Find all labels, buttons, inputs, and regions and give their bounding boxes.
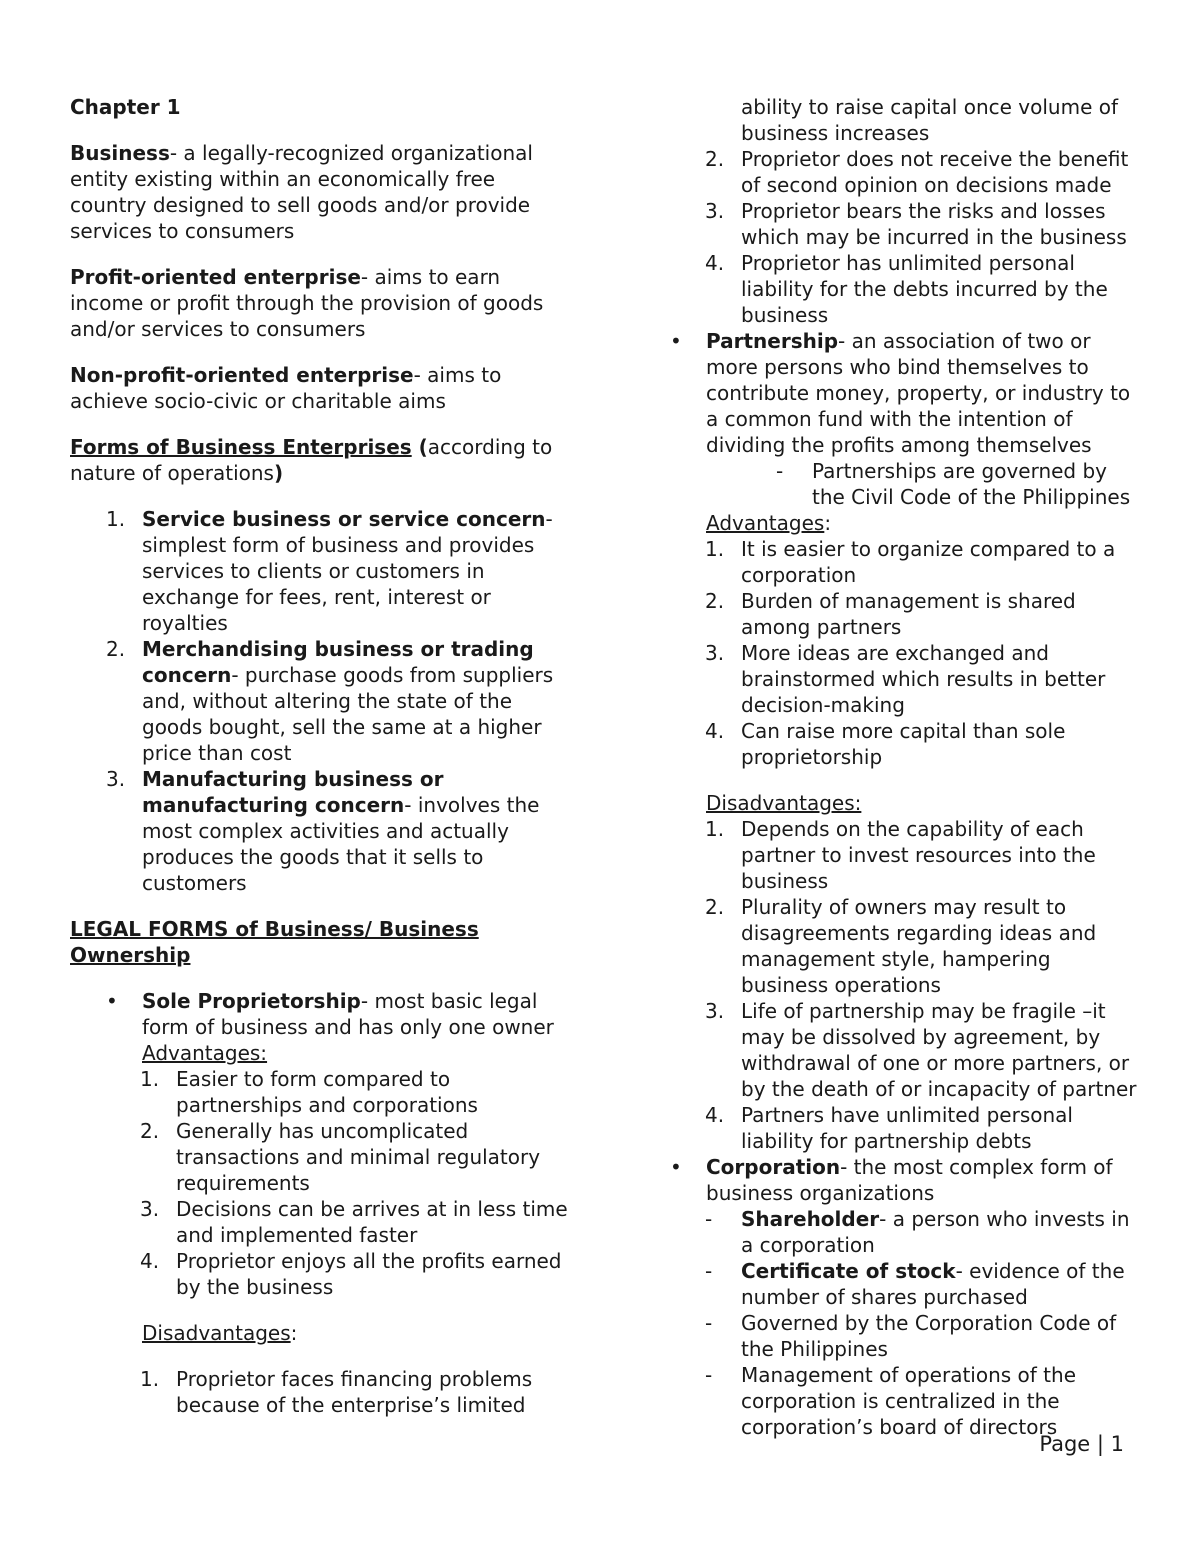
- partnership-list: [670, 328, 1140, 458]
- list-item: 3. Life of partnership may be fragile –it may be dissolved by agreement, by withdrawal of one or more partners, or by the death of or incapacity of partner: [705, 999, 1137, 1101]
- list-item: 2. Burden of management is shared among partners: [705, 589, 1076, 639]
- list-item: 3. Proprietor bears the risks and losses which may be incurred in the business: [705, 199, 1127, 249]
- forms-list: [106, 506, 570, 896]
- partnership-advantages-list: [705, 536, 1140, 770]
- corporation-notes: [705, 1206, 1140, 1440]
- list-item: 3. Decisions can be arrives at in less time and implemented faster: [140, 1197, 568, 1247]
- list-item: 2. Proprietor does not receive the benefit of second opinion on decisions made: [705, 147, 1129, 197]
- bullet-icon: •: [670, 329, 682, 353]
- forms-heading: Forms of Business Enterprises (according to nature of operations): [70, 435, 553, 485]
- nonprofit-definition: Non-profit-oriented enterprise- aims to achieve socio-civic or charitable aims: [70, 363, 502, 413]
- list-item: • Partnership- an association of two or more persons who bind themselves to contribute money, property, or industry to a common fund with the intention of dividing the profits among themselves: [670, 329, 1131, 457]
- sole-advantages-list: [140, 1066, 570, 1300]
- business-definition: Business- a legally-recognized organizational entity existing within an economically free country designed to sell goods and/or provide services to consumers: [70, 141, 533, 243]
- list-item: - Certificate of stock- evidence of the number of shares purchased: [705, 1259, 1125, 1309]
- partnership-disadvantages-list: [705, 816, 1140, 1154]
- list-item: 4. Proprietor has unlimited personal liability for the debts incurred by the business: [705, 251, 1108, 327]
- list-item: 1. Proprietor faces financing problems because of the enterprise’s limited: [140, 1367, 533, 1417]
- partnership-disadvantages-label: Disadvantages:: [706, 791, 862, 815]
- list-item: 4. Partners have unlimited personal liability for partnership debts: [705, 1103, 1073, 1153]
- partnership-notes: [776, 458, 1140, 510]
- profit-definition: Profit-oriented enterprise- aims to earn income or profit through the provision of goods and/or services to consumers: [70, 265, 544, 341]
- list-item: 4. Can raise more capital than sole proprietorship: [705, 719, 1066, 769]
- list-item: • Corporation- the most complex form of business organizations: [670, 1155, 1113, 1205]
- list-item: - Shareholder- a person who invests in a corporation: [705, 1207, 1130, 1257]
- partnership-advantages-label: Advantages:: [706, 511, 832, 535]
- sole-disadvantages-label: Disadvantages:: [142, 1321, 298, 1345]
- sole-disadvantages-list-continued: [705, 146, 1140, 328]
- list-item: • Sole Proprietorship- most basic legal form of business and has only one owner: [106, 989, 554, 1039]
- list-item: 1. Easier to form compared to partnerships and corporations: [140, 1067, 478, 1117]
- sole-advantages-label: Advantages:: [142, 1041, 268, 1065]
- right-column: [670, 94, 1140, 1440]
- left-column: [70, 94, 570, 1418]
- corporation-list: [670, 1154, 1140, 1206]
- chapter-title: Chapter 1: [70, 95, 181, 119]
- list-item: 1. It is easier to organize compared to a corporation: [705, 537, 1116, 587]
- sole-disadvantages-list: [140, 1366, 570, 1418]
- sole-disadvantage-continued: ability to raise capital once volume of business increases: [741, 95, 1119, 145]
- bullet-icon: •: [670, 1155, 682, 1179]
- list-item: 4. Proprietor enjoys all the profits earned by the business: [140, 1249, 562, 1299]
- list-item: 1. Depends on the capability of each partner to invest resources into the business: [705, 817, 1096, 893]
- list-item: - Management of operations of the corporation is centralized in the corporation’s board of directors: [705, 1363, 1076, 1439]
- list-item: 2. Merchandising business or trading concern- purchase goods from suppliers and, without altering the state of the goods bought, sell the same at a higher price than cost: [106, 637, 554, 765]
- list-item: - Partnerships are governed by the Civil Code of the Philippines: [776, 459, 1131, 509]
- list-item: 1. Service business or service concern- simplest form of business and provides services to clients or customers in exchange for fees, rent, interest or royalties: [106, 507, 553, 635]
- list-item: 3. Manufacturing business or manufacturing concern- involves the most complex activities and actually produces the goods that it sells to customers: [106, 767, 540, 895]
- list-item: 3. More ideas are exchanged and brainstormed which results in better decision-making: [705, 641, 1106, 717]
- list-item: - Governed by the Corporation Code of the Philippines: [705, 1311, 1117, 1361]
- list-item: 2. Generally has uncomplicated transactions and minimal regulatory requirements: [140, 1119, 541, 1195]
- list-item: 2. Plurality of owners may result to disagreements regarding ideas and management style, hampering business operations: [705, 895, 1097, 997]
- bullet-icon: •: [106, 989, 118, 1013]
- legal-forms-heading: LEGAL FORMS of Business/ Business Ownership: [70, 917, 479, 967]
- legal-forms-list: [106, 988, 570, 1040]
- page-number: Page | 1: [1039, 1432, 1124, 1456]
